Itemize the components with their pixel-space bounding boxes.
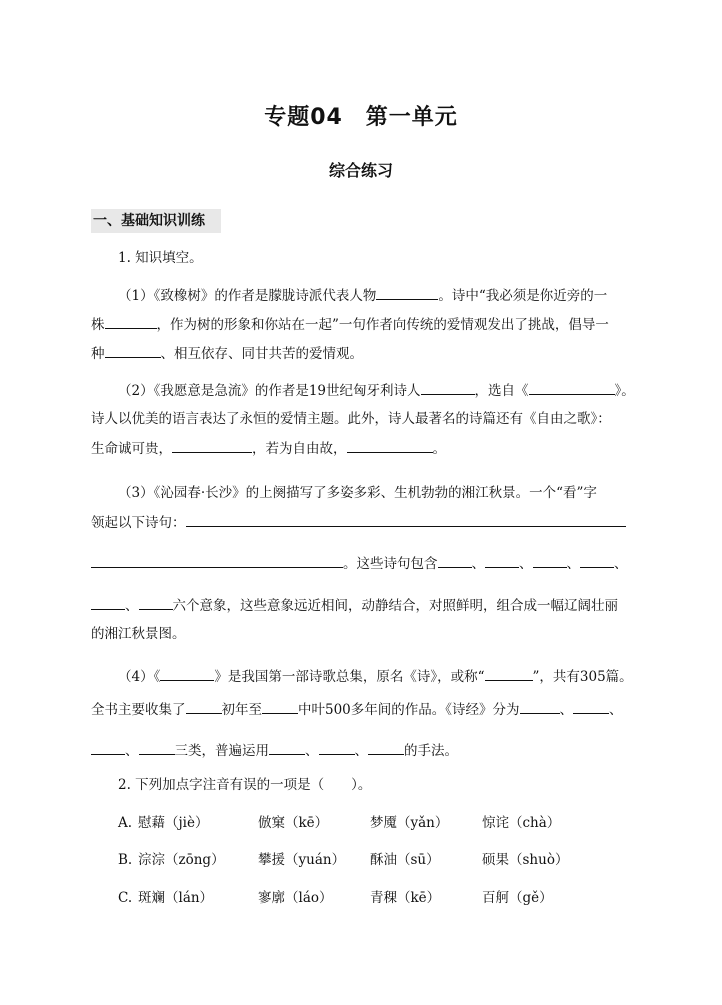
q1-part3-line2 [91,512,626,533]
option-b-item: 淙淙（zōng） [138,852,225,868]
blank[interactable] [105,343,161,358]
blank[interactable] [262,699,298,714]
blank[interactable] [376,285,438,300]
text: 六个意象，这些意象远近相间，动静结合，对照鲜明，组合成一幅辽阔壮丽 [172,598,618,614]
text: 诗人以优美的语言表达了永恒的爱情主题。此外，诗人最著名的诗篇还有《自由之歌》： [91,411,611,427]
text: 的湘江秋景图。 [91,626,186,642]
blank[interactable] [573,699,609,714]
sep: 、 [125,743,139,759]
q1-part3-line5 [91,624,186,644]
question-2-title: 2. 下列加点字注音有误的一项是（ ）。 [118,777,372,793]
section-heading: 一、基础知识训练 [91,209,221,233]
blank[interactable] [580,553,614,568]
sep: 、 [519,556,533,572]
sep: 、 [614,556,628,572]
text: 。 [432,441,446,457]
blank[interactable] [269,740,305,755]
option-c-item: 青稞（kē） [370,890,441,906]
q1-part3-line4 [91,595,618,616]
blank[interactable] [421,380,475,395]
q1-part2-line2 [91,409,611,429]
q1-part2-line3 [91,438,446,459]
text: 生命诚可贵， [91,441,172,457]
q1-part4-line2 [91,699,623,720]
text: （4）《 [118,669,161,685]
blank[interactable] [91,740,125,755]
blank[interactable] [485,553,519,568]
blank[interactable] [186,699,222,714]
option-c-letter[interactable]: C. [118,890,133,906]
option-c-item: 百舸（gě） [482,890,553,906]
text: ，作为树的形象和你站在一起”一句作者向传统的爱情观发出了挑战，倡导一 [156,317,609,333]
text: 种 [91,346,105,362]
text: 》是我国第一部诗歌总集，原名《诗》，或称“ [214,669,485,685]
text: （2）《我愿意是急流》的作者是19世纪匈牙利诗人 [118,383,421,399]
blank[interactable] [520,699,560,714]
text: （3）《沁园春·长沙》的上阕描写了多姿多彩、生机勃勃的湘江秋景。一个“看”字 [118,485,597,501]
blank[interactable] [319,740,355,755]
text: ”，共有305篇。 [532,669,633,685]
q1-part4-line3 [91,740,458,761]
option-c-item: 寥廓（láo） [258,890,333,906]
blank[interactable] [172,438,252,453]
blank[interactable] [160,666,214,681]
option-a-item: 梦魇（yǎn） [370,815,449,831]
text: （1）《致橡树》的作者是朦胧诗派代表人物 [118,288,377,304]
option-b-item: 酥油（sū） [370,852,440,868]
option-a-item: 惊诧（chà） [482,815,561,831]
sep: 、 [471,556,485,572]
sep: 、 [559,702,574,718]
option-a-letter[interactable]: A. [118,815,133,831]
text: 的手法。 [404,743,458,759]
text: 领起以下诗句： [91,515,186,531]
option-a-item: 慰藉（jiè） [138,815,209,831]
blank[interactable] [186,512,626,527]
option-b-letter[interactable]: B. [118,852,133,868]
sep: 、 [354,743,368,759]
text: 三类，普遍运用 [174,743,269,759]
blank[interactable] [485,666,533,681]
blank[interactable] [438,553,472,568]
page-title: 专题04 第一单元 [264,105,458,130]
question-1-title: 1. 知识填空。 [118,250,203,266]
blank[interactable] [139,595,173,610]
sep: 、 [125,598,139,614]
blank[interactable] [139,740,175,755]
text: 》。 [614,383,635,399]
q1-part3-line3 [91,553,628,574]
blank[interactable] [105,314,157,329]
sep: 、 [305,743,319,759]
option-c-item: 斑斓（lán） [138,890,214,906]
q1-part2-line1 [118,380,635,401]
sep: 、 [609,702,623,718]
sep: 、 [566,556,580,572]
q1-part1-line3 [91,343,363,364]
q1-part1-line2 [91,314,609,335]
text: 初年至 [221,702,262,718]
option-b-item: 攀援（yuán） [258,852,346,868]
text: 中叶500多年间的作品。《诗经》分为 [298,702,520,718]
option-b-item: 硕果（shuò） [482,852,569,868]
text: ，若为自由故， [252,441,347,457]
text: ，选自《 [474,383,529,399]
text: 株 [91,317,105,333]
blank[interactable] [91,553,343,568]
q1-part3-line1 [118,483,597,503]
text: 全书主要收集了 [91,702,186,718]
page-subtitle: 综合练习 [328,161,393,180]
text: 。这些诗句包含 [343,556,438,572]
blank[interactable] [347,438,433,453]
text: 。诗中“我必须是你近旁的一 [438,288,608,304]
blank[interactable] [91,595,125,610]
q1-part1-line1 [118,285,607,306]
blank[interactable] [529,380,615,395]
text: 、相互依存、同甘共苦的爱情观。 [160,346,363,362]
q1-part4-line1 [118,666,633,687]
option-a-item: 倣窠（kē） [258,815,329,831]
blank[interactable] [533,553,567,568]
blank[interactable] [368,740,404,755]
